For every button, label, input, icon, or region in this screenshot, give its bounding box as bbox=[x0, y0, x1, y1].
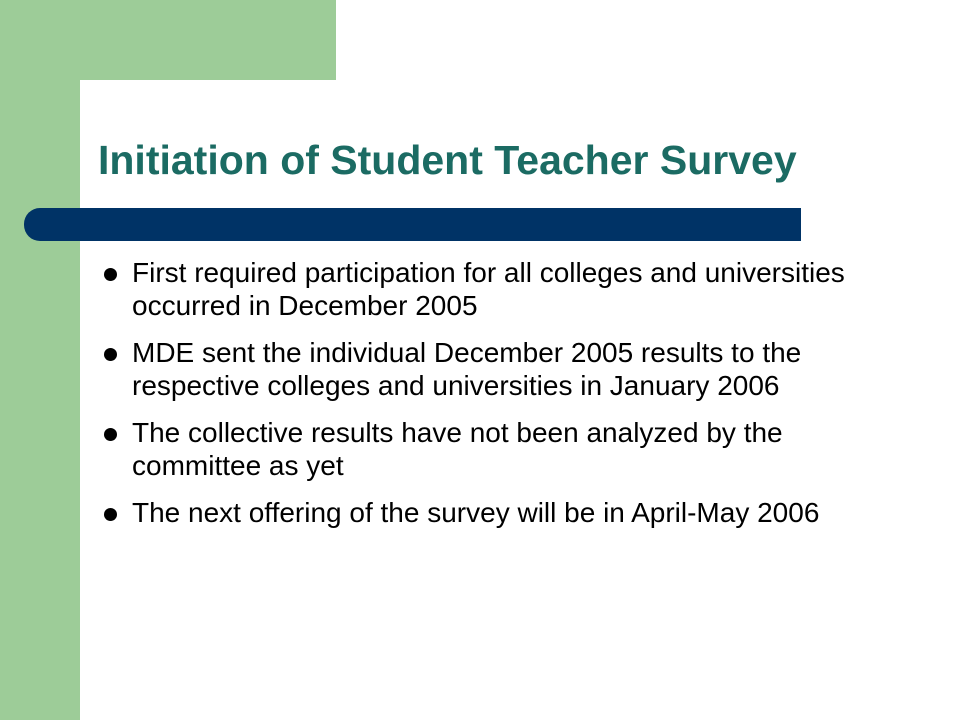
list-item bbox=[100, 336, 900, 402]
bullet-dot-icon bbox=[104, 268, 117, 281]
bullet-dot-icon bbox=[104, 508, 117, 521]
bullet-text: The collective results have not been analyzed by the committee as yet bbox=[132, 417, 783, 481]
green-side-band bbox=[0, 0, 80, 720]
bullet-dot-icon bbox=[104, 348, 117, 361]
bullet-text: First required participation for all colleges and universities occurred in December 2005 bbox=[132, 257, 845, 321]
bullet-dot-icon bbox=[104, 428, 117, 441]
bullet-text: The next offering of the survey will be in April-May 2006 bbox=[132, 497, 820, 528]
list-item bbox=[100, 496, 900, 529]
bullet-text: MDE sent the individual December 2005 results to the respective colleges and universities in January 2006 bbox=[132, 337, 802, 401]
bullet-list bbox=[100, 256, 900, 543]
list-item bbox=[100, 416, 900, 482]
slide-title: Initiation of Student Teacher Survey bbox=[98, 137, 797, 183]
list-item bbox=[100, 256, 900, 322]
green-top-band bbox=[0, 0, 336, 80]
title-divider-bar bbox=[24, 208, 801, 241]
